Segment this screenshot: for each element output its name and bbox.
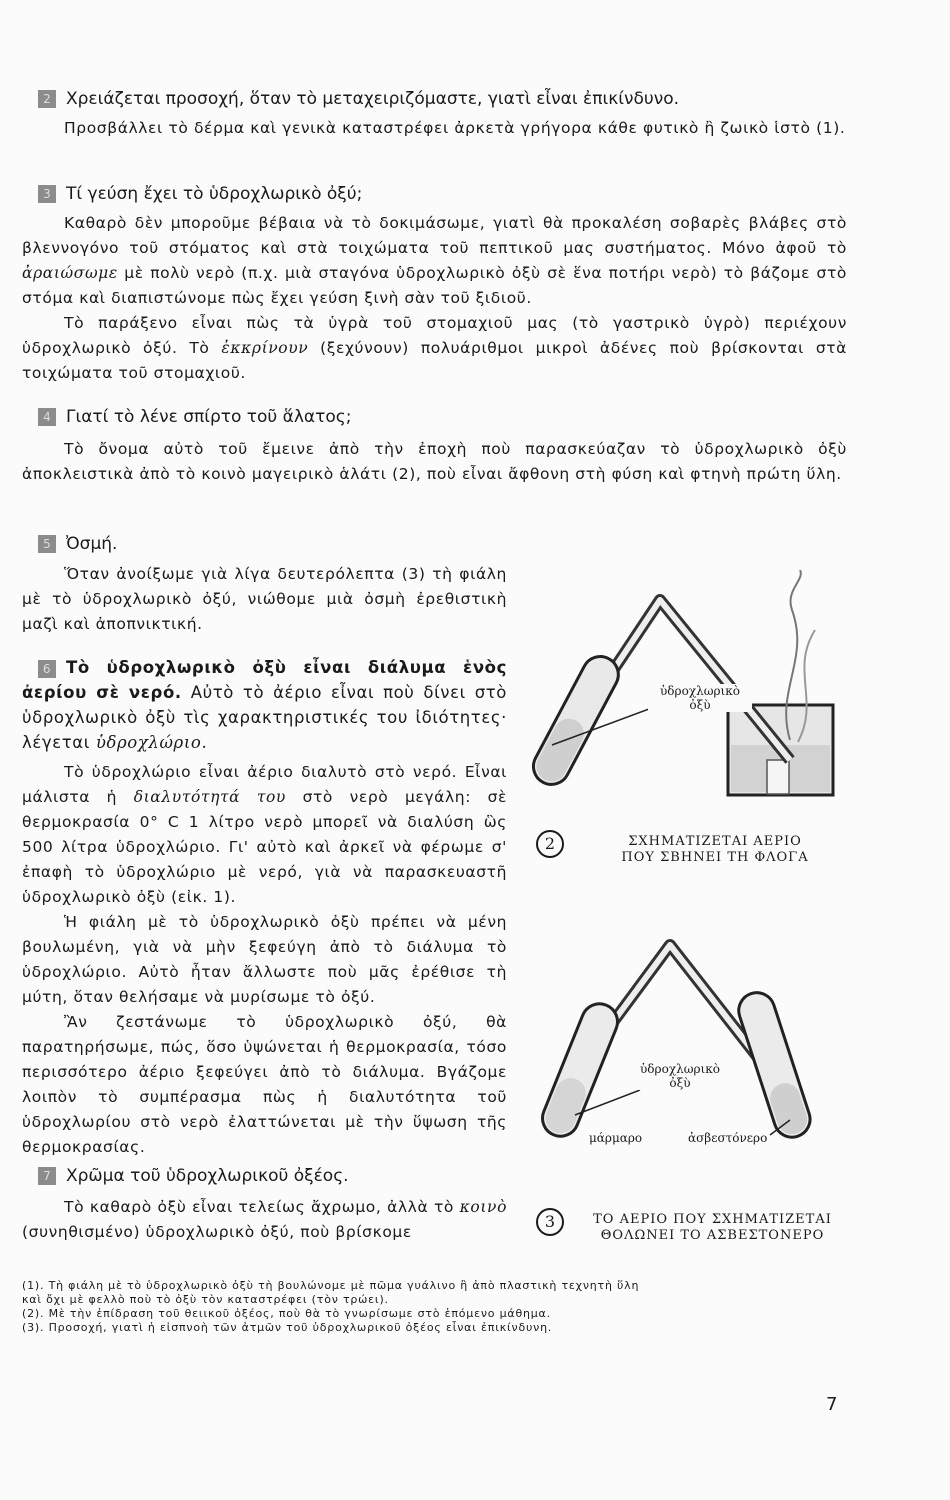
section-number-badge: 6 [38,660,56,678]
figure-3-label-limewater: ἀσβεστόνερο [688,1131,768,1145]
figure-3-label-acid: ὑδροχλωρικὸ ὀξὺ [628,1062,732,1090]
paragraph: Ὅταν ἀνοίξωμε γιὰ λίγα δευτερόλεπτα (3) τὴ φιάλη μὲ τὸ ὑδροχλωρικὸ ὀξύ, νιώθομε μιὰ ὀσμὴ ἐρεθιστικὴ μαζὶ καὶ ἀποπνικτική. [22,565,507,633]
text-run: μὲ πολὺ νερὸ (π.χ. μιὰ σταγόνα ὑδροχλωρικὸ ὀξὺ σὲ ἕνα ποτήρι νερὸ) τὸ βάζομε στὸ στόμα καὶ διαπιστώνομε πὼς ἔχει γεύση ξινὴ σὰν τοῦ ξιδιοῦ. [22,264,847,307]
figure-3-label-marble: μάρμαρο [589,1131,643,1145]
figure-3-illustration [520,920,850,1150]
text-run: στὸ νερὸ μεγάλη: σὲ θερμοκρασία 0° C 1 λίτρο νερὸ μπορεῖ νὰ διαλύση ὣς 500 λίτρα ὑδροχλώριο. Γι' αὐτὸ καὶ ἀρκεῖ νὰ φέρωμε σ' ἐπαφὴ τὸ ὑδροχλώριο μὲ νερό, γιὰ νὰ παρασκευαστῆ ὑδροχλωρικὸ ὀξὺ (εἰκ. 1). [22,788,508,906]
caption-line: ΤΟ ΑΕΡΙΟ ΠΟΥ ΣΧΗΜΑΤΙΖΕΤΑΙ [593,1212,832,1227]
section-title: Τί γεύση ἔχει τὸ ὑδροχλωρικὸ ὀξύ; [66,184,363,204]
figure-3-caption [570,1212,855,1244]
text-run: Τὸ ὑδροχλώριο εἶναι ἀέριο διαλυτὸ στὸ νερό. Εἶναι μάλιστα ἡ [22,763,507,806]
section-7-heading [38,1165,349,1187]
section-4-body [22,437,847,487]
footnotes [22,1279,852,1335]
text-run: Καθαρὸ δὲν μποροῦμε βέβαια νὰ τὸ δοκιμάσωμε, γιατὶ θὰ προκαλέση σοβαρὲς βλάβες στὸ βλεννογόνο τοῦ στόματος καὶ στὰ τοιχώματα τοῦ πεπτικοῦ μας συστήματος. Μόνο ἀφοῦ τὸ [22,214,847,257]
footnote-line: καὶ ὄχι μὲ φελλὸ ποὺ τὸ ὀξὺ τὸν καταστρέφει (τὸν τρώει). [22,1293,389,1306]
paragraph: Ἂν ζεστάνωμε τὸ ὑδροχλωρικὸ ὀξύ, θὰ παρατηρήσωμε, πώς, ὅσο ὑψώνεται ἡ θερμοκρασία, τόσο περισσότερο ἀέριο ξεφεύγει ἀπὸ τὸ διάλυμα. Βγάζομε λοιπὸν τὸ συμπέρασμα πὼς ἡ διαλυτότητα τοῦ ὑδροχλωρίου στὸ νερὸ ἐλαττώνεται μὲ τὴν ὕψωση τῆς θερμοκρασίας. [22,1013,507,1156]
section-6 [22,655,507,755]
figure-2-number: 2 [536,830,564,858]
paragraph [22,760,507,910]
paragraph: Προσβάλλει τὸ δέρμα καὶ γενικὰ καταστρέφει ἀρκετὰ γρήγορα κάθε φυτικὸ ἢ ζωικὸ ἱστὸ (1). [64,119,846,137]
section-number-badge: 5 [38,535,56,553]
section-title: Γιατί τὸ λένε σπίρτο τοῦ ἅλατος; [66,407,352,427]
section-6-lead [22,655,507,755]
section-5-heading [38,533,117,555]
text-run: (συνηθισμένο) ὑδροχλωρικὸ ὀξύ, ποὺ βρίσκομε [22,1223,412,1241]
footnote-line: (1). Τὴ φιάλη μὲ τὸ ὑδροχλωρικὸ ὀξὺ τὴ βουλώνομε μὲ πῶμα γυάλινο ἢ ἀπὸ πλαστικὴ τεχνητὴ ὕλη [22,1279,640,1292]
text-run: (ξεχύνουν) πολυάριθμοι μικροὶ ἀδένες ποὺ βρίσκονται στὰ τοιχώματα τοῦ στομαχιοῦ. [22,339,848,382]
paragraph: Ἡ φιάλη μὲ τὸ ὑδροχλωρικὸ ὀξὺ πρέπει νὰ μένη βουλωμένη, γιὰ νὰ μὴν ξεφεύγη ἀπὸ τὸ διάλυμα τὸ ὑδροχλώριο. Αὐτὸ ἦταν ἄλλωστε ποὺ μᾶς ἐρέθισε τὴ μύτη, ὅταν θελήσαμε νὰ μυρίσωμε τὸ ὀξύ. [22,913,507,1006]
section-4-heading [38,406,351,428]
section-2-heading [38,88,679,110]
section-number-badge: 3 [38,185,56,203]
italic-term: ἐκκρίνουν [221,339,309,357]
text-run: Τὸ καθαρὸ ὀξὺ εἶναι τελείως ἄχρωμο, ἀλλὰ τὸ [64,1198,454,1216]
italic-term: ἀραιώσωμε [22,264,118,282]
italic-term: διαλυτότητά του [133,788,286,806]
footnote-line: (2). Μὲ τὴν ἐπίδραση τοῦ θειικοῦ ὀξέος, ποὺ θὰ τὸ γνωρίσωμε στὸ ἑπόμενο μάθημα. [22,1307,551,1320]
caption-line: ΘΟΛΩΝΕΙ ΤΟ ΑΣΒΕΣΤΟΝΕΡΟ [600,1228,825,1243]
caption-line: ΠΟΥ ΣΒΗΝΕΙ ΤΗ ΦΛΟΓΑ [621,850,809,865]
section-2-body [22,116,847,141]
section-title: Χρῶμα τοῦ ὑδροχλωρικοῦ ὀξέος. [66,1166,349,1186]
section-5-body [22,562,507,637]
text-run: Τὸ παράξενο εἶναι πὼς τὰ ὑγρὰ τοῦ στομαχιοῦ μας (τὸ γαστρικὸ ὑγρὸ) περιέχουν ὑδροχλωρικὸ ὀξύ. Τὸ [22,314,847,357]
section-number-badge: 4 [38,408,56,426]
figure-3-number: 3 [536,1208,564,1236]
caption-line: ΣΧΗΜΑΤΙΖΕΤΑΙ ΑΕΡΙΟ [628,834,802,849]
text-run: Αὐτὸ τὸ ἀέριο εἶναι ποὺ δίνει στὸ ὑδροχλωρικὸ ὀξὺ τὶς χαρακτηριστικές του ἰδιότητες· λέγεται [22,683,507,752]
italic-term: κοινὸ [459,1198,507,1216]
footnote-line: (3). Προσοχή, γιατὶ ἡ εἰσπνοὴ τῶν ἀτμῶν τοῦ ὑδροχλωρικοῦ ὀξέος εἶναι ἐπικίνδυνη. [22,1321,553,1334]
paragraph: Τὸ ὄνομα αὐτὸ τοῦ ἔμεινε ἀπὸ τὴν ἐποχὴ ποὺ παρασκεύαζαν τὸ ὑδροχλωρικὸ ὀξὺ ἀποκλειστικὰ ἀπὸ τὸ κοινὸ μαγειρικὸ ἁλάτι (2), ποὺ εἶναι ἄφθονη στὴ φύση καὶ φτηνὴ πρώτη ὕλη. [22,440,847,483]
section-3-body [22,211,847,386]
section-title: Χρειάζεται προσοχή, ὅταν τὸ μεταχειριζόμαστε, γιατὶ εἶναι ἐπικίνδυνο. [66,89,680,109]
section-6-body [22,760,507,1160]
section-number-badge: 7 [38,1167,56,1185]
section-7-body [22,1195,507,1245]
page-number: 7 [826,1394,838,1415]
italic-term: ὑδροχλώριο. [95,733,208,752]
figure-2-caption [590,834,840,866]
section-title: Τὸ ὑδροχλωρικὸ ὀξὺ εἶναι διάλυμα ἑνὸς ἀερίου σὲ νερό. [22,658,507,702]
paragraph [22,311,847,386]
section-3-heading [38,183,362,205]
figure-2-label: ὑδροχλωρικὸ ὀξὺ [648,684,752,712]
candle [767,760,789,794]
paragraph [22,211,847,311]
section-number-badge: 2 [38,90,56,108]
section-title: Ὀσμή. [66,534,118,554]
paragraph [22,1195,507,1245]
